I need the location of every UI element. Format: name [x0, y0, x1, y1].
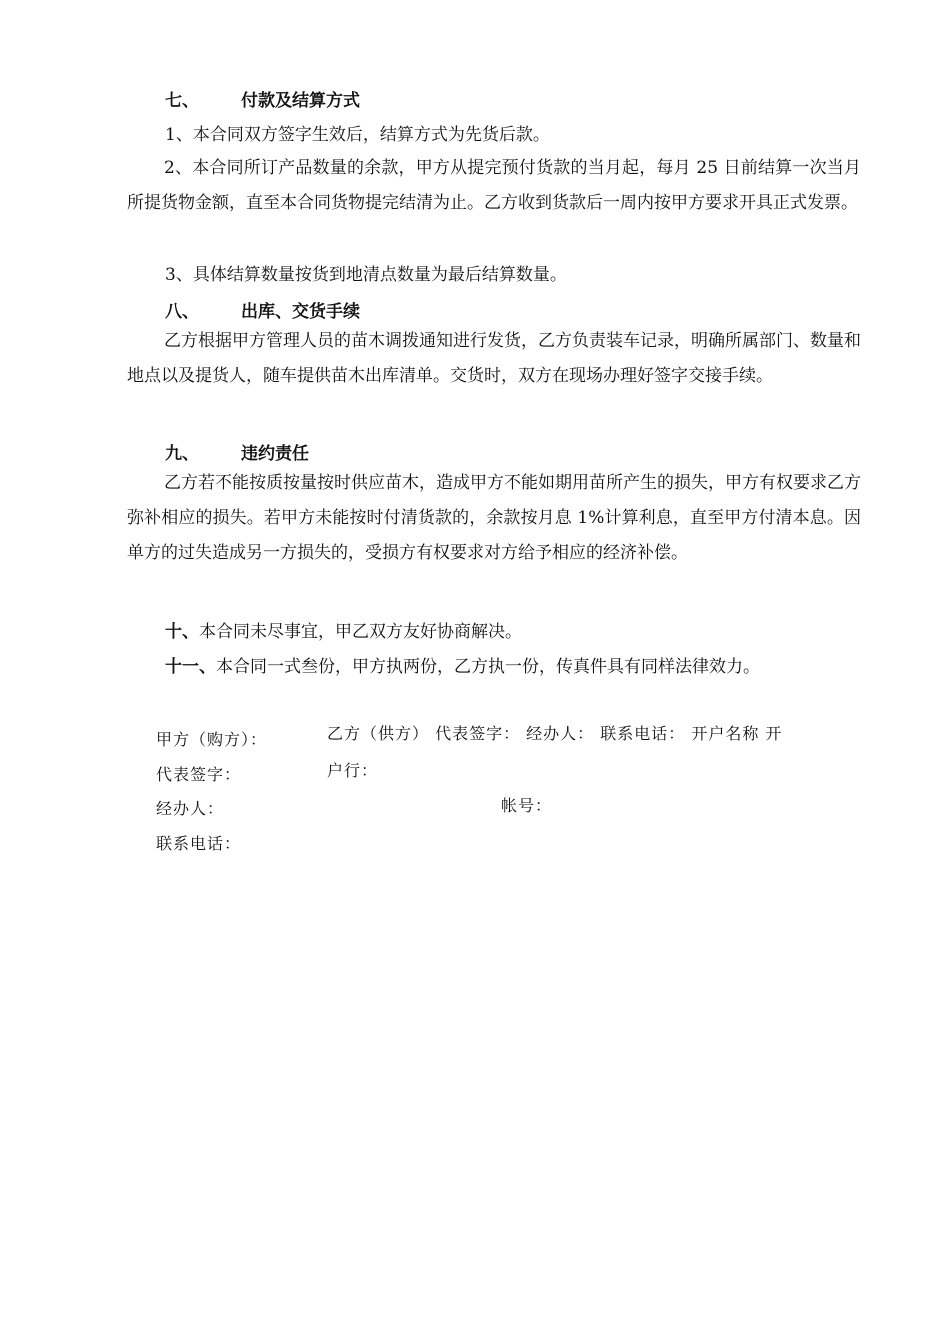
account-number-label: 帐号： [501, 796, 553, 815]
section-7-number: 七、 [165, 91, 199, 111]
section-7-item-2: 2、本合同所订产品数量的余款，甲方从提完预付货款的当月起，每月 25 日前结算一次当月所提货物金额，直至本合同货物提完结清为止。乙方收到货款后一周内按甲方要求开具正式发票。 [127, 158, 861, 213]
section-9-title: 违约责任 [241, 444, 309, 464]
section-8-number: 八、 [165, 302, 199, 322]
section-11-number: 十一、 [165, 657, 216, 677]
section-7-item-1: 1、本合同双方签字生效后，结算方式为先货后款。 [165, 125, 550, 145]
party-b-line-1: 乙方（供方） 代表签字： 经办人： 联系电话： 开户名称 开 [327, 724, 783, 743]
section-9-number: 九、 [165, 444, 199, 464]
section-11-text: 本合同一式叁份，甲方执两份，乙方执一份，传真件具有同样法律效力。 [216, 657, 760, 677]
section-8-title: 出库、交货手续 [241, 302, 360, 322]
party-a-label: 甲方（购方）： [156, 730, 268, 749]
section-8-body: 乙方根据甲方管理人员的苗木调拨通知进行发货，乙方负责装车记录，明确所属部门、数量和地点以及提货人，随车提供苗木出库清单。交货时，双方在现场办理好签字交接手续。 [127, 331, 861, 386]
section-10-text: 本合同未尽事宜，甲乙双方友好协商解决。 [199, 622, 522, 642]
section-7-item-3: 3、具体结算数量按货到地清点数量为最后结算数量。 [165, 265, 567, 285]
section-10-number: 十、 [165, 622, 199, 642]
section-11 [165, 652, 760, 677]
section-7-heading [165, 86, 360, 111]
party-a-phone: 联系电话： [156, 834, 242, 853]
party-a-representative: 代表签字： [156, 765, 242, 784]
party-a-agent: 经办人： [156, 799, 225, 818]
section-9-heading [165, 439, 309, 464]
section-7-title: 付款及结算方式 [241, 91, 360, 111]
section-10 [165, 617, 522, 642]
party-b-line-2: 户行： [327, 761, 379, 780]
section-8-heading [165, 297, 360, 322]
section-9-body: 乙方若不能按质按量按时供应苗木，造成甲方不能如期用苗所产生的损失，甲方有权要求乙方弥补相应的损失。若甲方未能按时付清货款的，余款按月息 1%计算利息，直至甲方付清本息。因单方的过失造成另一方损失的，受损方有权要求对方给予相应的经济补偿。 [127, 473, 861, 563]
